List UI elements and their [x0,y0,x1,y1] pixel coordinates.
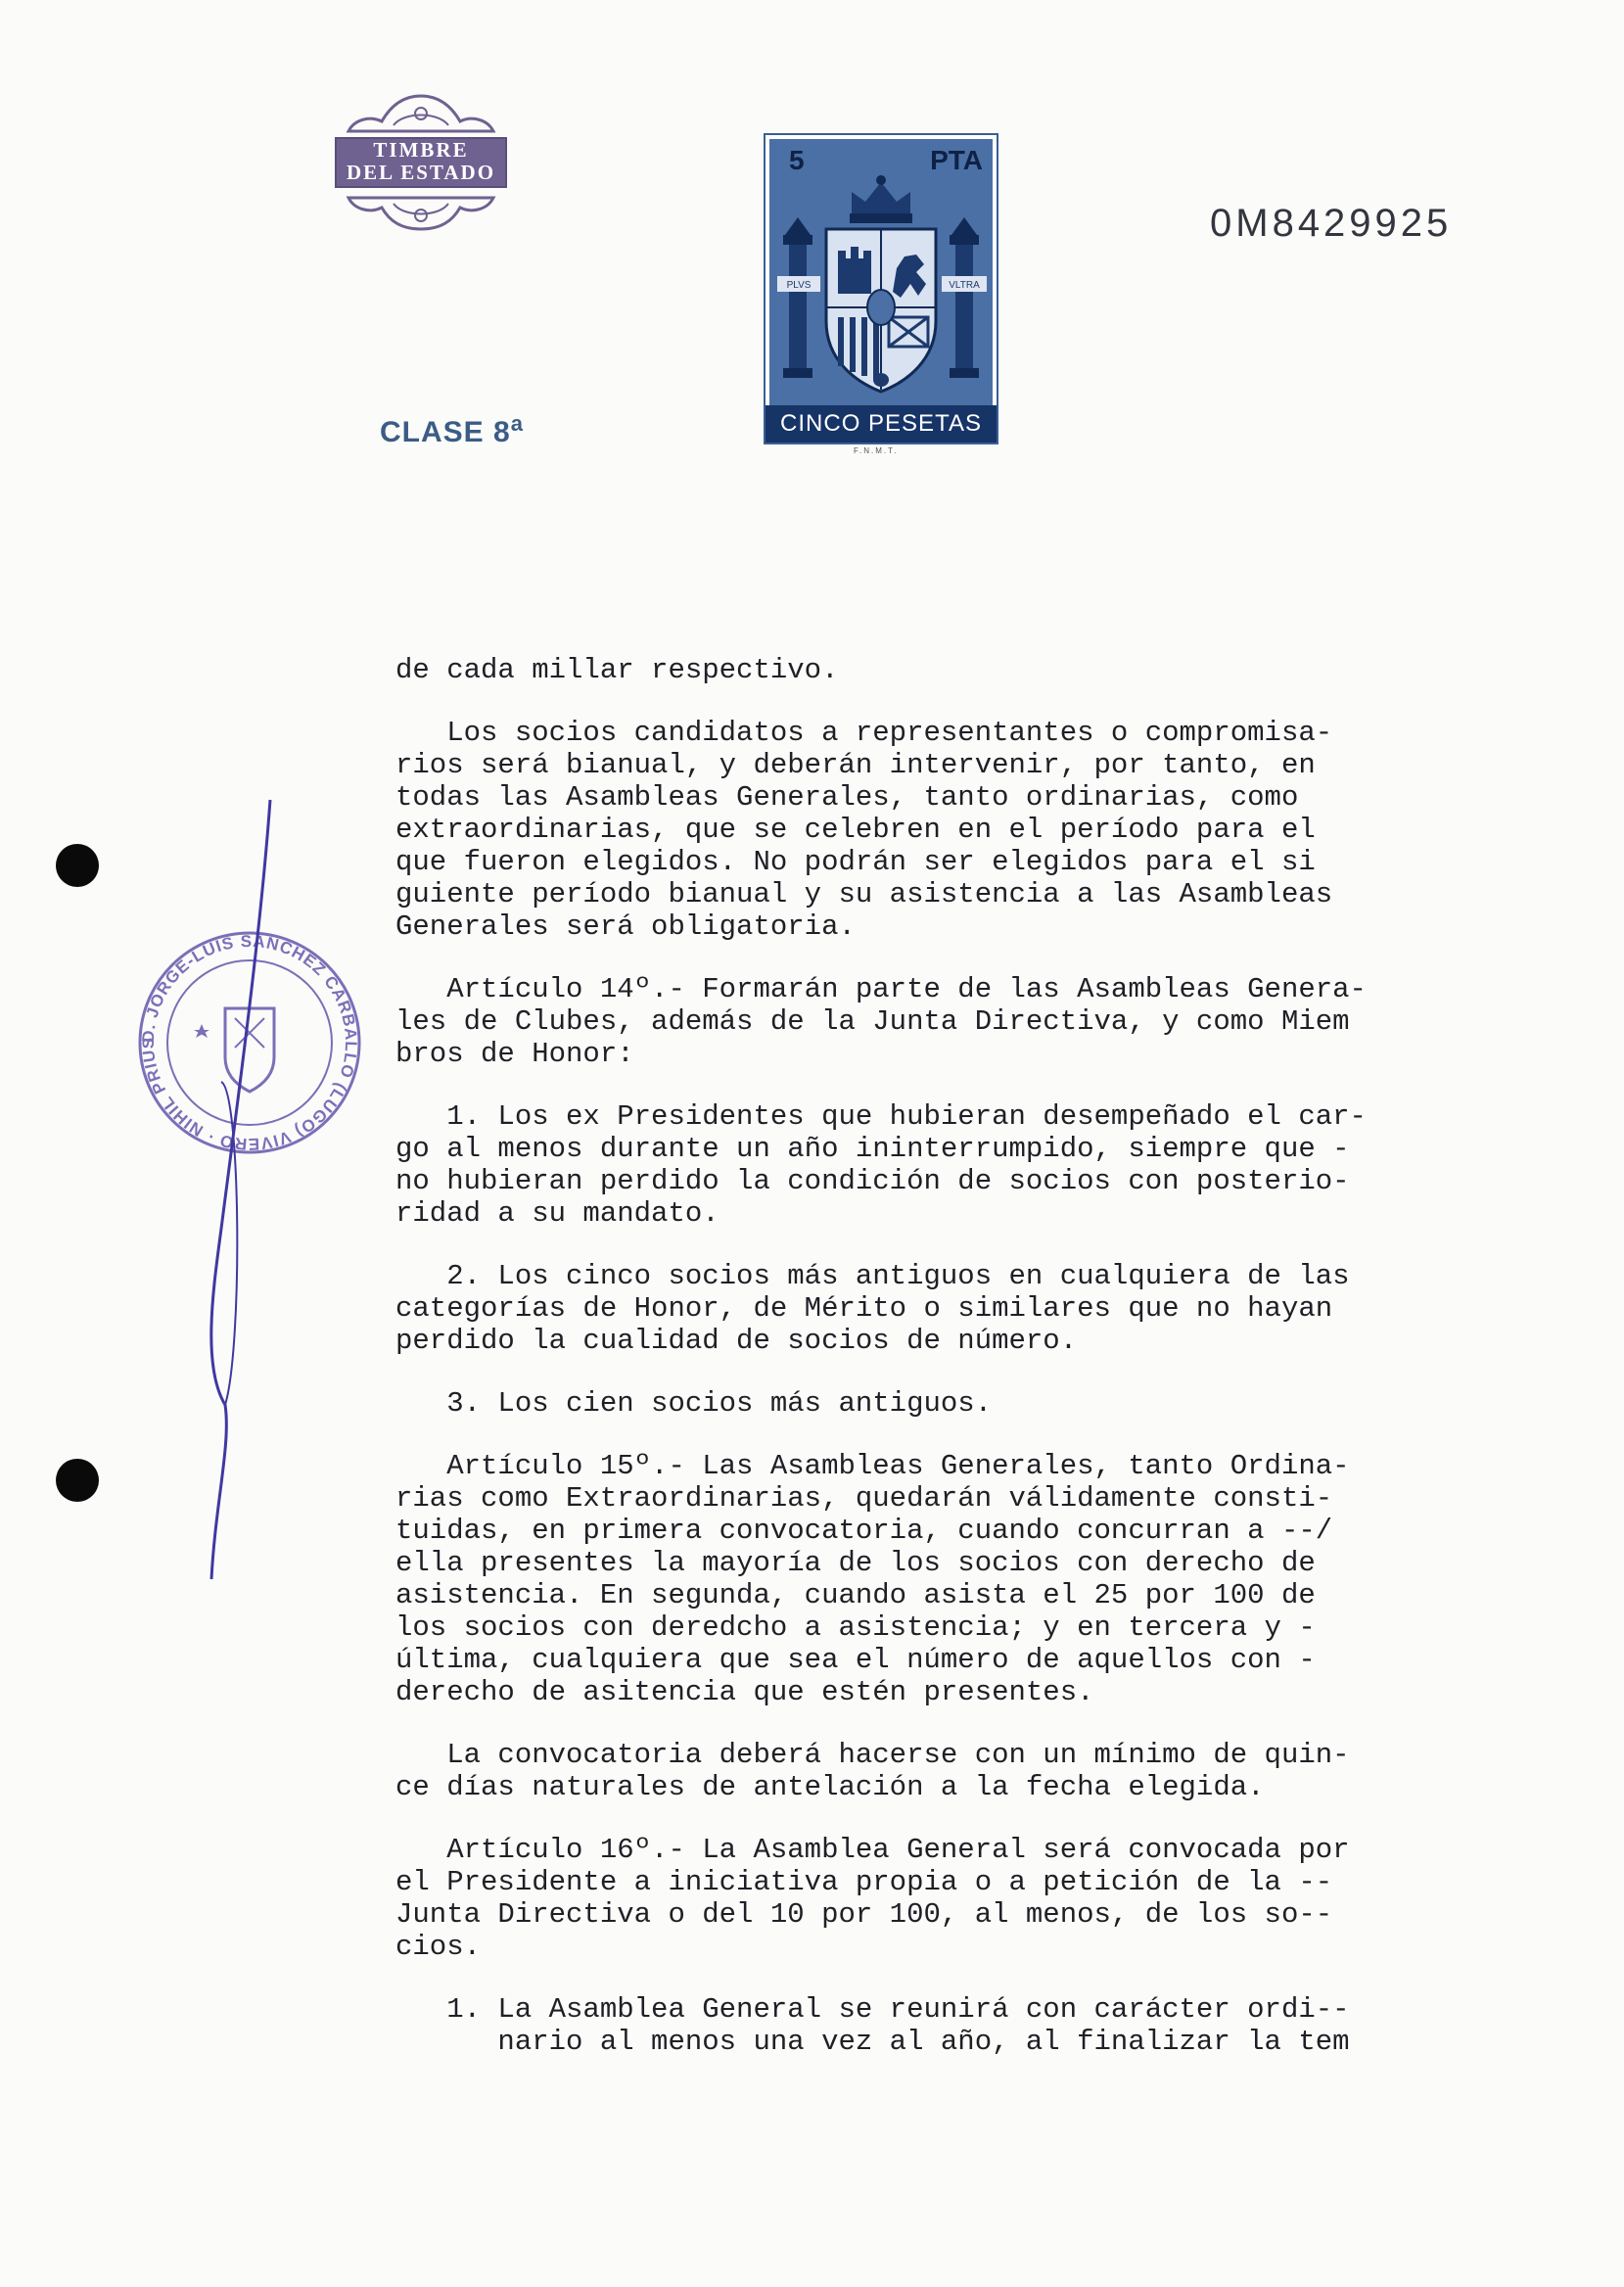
body-line: les de Clubes, además de la Junta Directiva, y como Miem [395,1005,1350,1038]
punch-hole-top [56,844,99,887]
seal-text: D. JORGE-LUIS SANCHEZ CARBALLO (LUGO) VIVERO · NIHIL PRIUS [138,931,361,1154]
paragraph-gap [395,1803,1500,1834]
body-line: perdido la cualidad de socios de número. [395,1325,1078,1357]
body-line: Artículo 16º.- La Asamblea General será convocada por [395,1834,1350,1866]
clase-label [380,411,524,449]
stamp-value: 5 [789,145,805,175]
body-line: extraordinarias, que se celebren en el período para el [395,814,1316,846]
body-line: 3. Los cien socios más antiguos. [395,1387,993,1420]
paragraph-gap [395,1963,1500,1993]
timbre-title [335,137,507,188]
paragraph-gap [395,686,1500,717]
clase-suffix: a [510,411,524,436]
motto-left: PLVS [786,280,812,291]
paragraph-gap [395,1230,1500,1260]
paragraph-gap [395,1420,1500,1450]
body-line: tuidas, en primera convocatoria, cuando concurran a --/ [395,1515,1333,1547]
stamp-band-text: CINCO PESETAS [766,405,997,443]
body-line: los socios con deredcho a asistencia; y en tercera y - [395,1611,1316,1644]
body-line: no hubieran perdido la condición de socios con posterio- [395,1165,1350,1197]
body-line: Artículo 15º.- Las Asambleas Generales, tanto Ordina- [395,1450,1350,1482]
body-line: Los socios candidatos a representantes o compromisa- [395,717,1333,749]
body-line: cios. [395,1931,482,1963]
body-line: todas las Asambleas Generales, tanto ordinarias, como [395,781,1299,814]
timbre-line-2: DEL ESTADO [346,161,496,184]
body-line: Junta Directiva o del 10 por 100, al menos, de los so-- [395,1898,1333,1931]
paragraph-gap [395,1070,1500,1100]
body-line: La convocatoria deberá hacerse con un mínimo de quin- [395,1739,1350,1771]
body-line: guiente período bianual y su asistencia a las Asambleas [395,878,1333,910]
signature-stroke [192,798,290,1581]
paragraph-gap [395,943,1500,973]
body-line: 2. Los cinco socios más antiguos en cualquiera de las [395,1260,1350,1292]
document-body [395,654,1500,2058]
body-line: de cada millar respectivo. [395,654,839,686]
stamp-unit: PTA [930,145,983,175]
body-line: 1. La Asamblea General se reunirá con carácter ordi-- [395,1993,1350,2026]
coat-of-arms-icon [769,174,993,399]
motto-right: VLTRA [949,280,980,291]
body-line: ce días naturales de antelación a la fecha elegida. [395,1771,1265,1803]
timbre-del-estado-emblem [325,92,517,231]
clase-text: CLASE 8 [380,416,511,448]
timbre-line-1: TIMBRE [373,138,469,162]
fiscal-stamp [764,133,998,444]
serial-number: 0M8429925 [1210,202,1453,245]
body-line: ella presentes la mayoría de los socios con derecho de [395,1547,1316,1579]
body-line: que fueron elegidos. No podrán ser elegidos para el si [395,846,1316,878]
body-line: rios será bianual, y deberán intervenir, por tanto, en [395,749,1316,781]
body-line: nario al menos una vez al año, al finalizar la tem [395,2026,1350,2058]
body-line: 1. Los ex Presidentes que hubieran desempeñado el car- [395,1100,1367,1133]
body-line: el Presidente a iniciativa propia o a petición de la -- [395,1866,1333,1898]
body-line: bros de Honor: [395,1038,634,1070]
body-line: última, cualquiera que sea el número de aquellos con - [395,1644,1316,1676]
body-line: Artículo 14º.- Formarán parte de las Asambleas Genera- [395,973,1367,1005]
punch-hole-bottom [56,1459,99,1502]
body-line: Generales será obligatoria. [395,910,856,943]
body-line: derecho de asitencia que estén presentes. [395,1676,1094,1708]
paragraph-gap [395,1708,1500,1739]
body-line: go al menos durante un año ininterrumpido, siempre que - [395,1133,1350,1165]
body-line: asistencia. En segunda, cuando asista el 25 por 100 de [395,1579,1316,1611]
paragraph-gap [395,1357,1500,1387]
body-line: ridad a su mandato. [395,1197,719,1230]
body-line: categorías de Honor, de Mérito o similares que no hayan [395,1292,1333,1325]
body-line: rias como Extraordinarias, quedarán válidamente consti- [395,1482,1333,1515]
printer-mark: F.N.M.T. [854,446,899,455]
